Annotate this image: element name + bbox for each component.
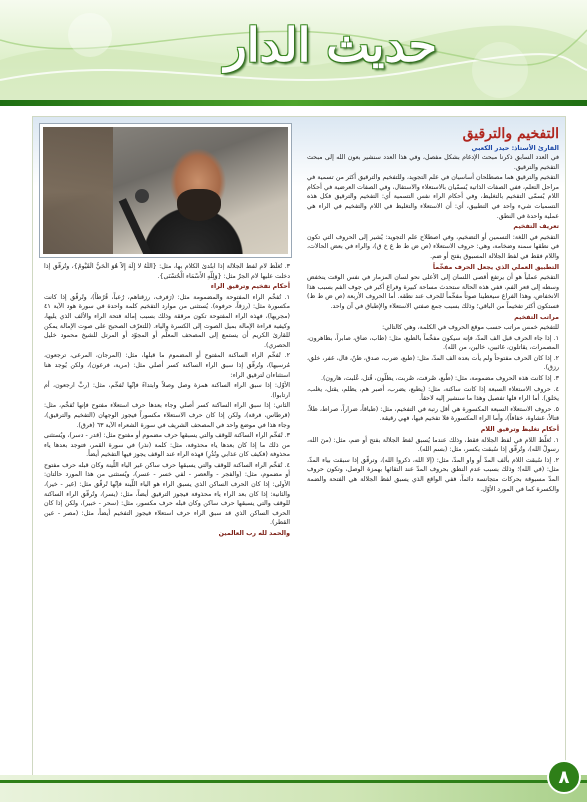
subheading: أحكام تغليظ وترقيق اللام xyxy=(480,426,559,434)
right-column xyxy=(307,126,559,766)
list-item: ٣. إذا كانت هذه الحروف مضمومة، مثل: (طُبع، صُرفت، صُربت، يظلّون، قُتل، غُلبت، هارون). xyxy=(320,375,559,383)
list-item: ٤. تُفخّم الراء الساكنة للوقف والتي يسبقها حرف ساكن غير الياء اللّينة وكان قبله حرف مفتوح أو مضموم، مثل: (والفجر - والعصر - لفي خسر - عسر)، ويُستثنى من هذا المورد حالتان: الأولى: إذا كان الحرف الساكن الذي يسبق الراء هو الياء اللّينة فإنّها تُرقّق مثل: (غير - خير)، والثانية: إذا كان بعد الراء ياء محذوفة فيجوز الترقيق أيضاً، مثل: (يسر)، وتُرقّق الراء الساكنة للوقف والتي يسبقها حرف ساكن وكان قبله حرف مكسور، مثل: (سحر - خبير)، ولكن إذا كان الحرف الساكن الذي قد سبق الراء حرف استعلاء فيجوز التفخيم أيضاً، مثل: (مصر - عين القطر). xyxy=(44,461,290,527)
author-photo xyxy=(40,124,291,257)
paragraph: للتفخيم خمس مراتب حسب موقع الحروف في الكلمة، وهي كالتالي: xyxy=(382,324,559,332)
header-divider xyxy=(0,100,587,106)
list-item: ٤. حروف الاستعلاء السبعة إذا كانت ساكنة، مثل: (يطبع، يضرب، أصبر هم، يظلم، يقتل، يغلب، يخلق). أما الراء فلها تفصيل وهذا ما سنشير إليه لاحقاً. xyxy=(307,385,559,403)
list-item: ١. إذا جاء الحرف قبل الف المدّ، فإنه سيكون مفخّماً بالطبع، مثل: (طاب، ضاق، صابراً، بظاهرون، المصمرات، يقاتلون، غائبين، خالين، من الله). xyxy=(307,334,559,352)
subheading: مراتب التفخيم xyxy=(514,313,559,321)
page-number: ٨ xyxy=(547,760,581,794)
subheading: تعريف التفخيم xyxy=(513,223,559,231)
list-item: ٢. تُفخّم الراء الساكنة المفتوح أو المضموم ما قبلها، مثل: (المرجان، المرعى، ترجعون، مُرسيها)، وتُرقّق إذا سبق الراء الساكنة كسر أصلي مثل: (مرية، فرعون)، ولكن يُوجد هنا استثناءان لترقيق الراء: xyxy=(44,352,290,379)
paragraph: الأوّل: إذا سبق الراء الساكنة همزة وصل وصلاً وابتداءً فإنّها تُفخّم، مثل: (ربِّ ارجعون، أم ارتابوا). xyxy=(44,382,290,399)
subheading: أحكام تفخيم وترقيق الراء xyxy=(210,283,290,291)
header-banner xyxy=(0,0,587,105)
list-item: ٣. تُفخّم الراء الساكنة للوقف والتي يسبقها حرف مضموم أو مفتوح مثل: (قدر - دسر)، ويُستثنى من ذلك ما إذا كان بعدها ياء محذوفة، مثل: كلمة (نذر) في سورة القمر، فتوجد بعدها ياء محذوفة (فكيف كان عذابي ونُذُرِ) فهذه الراء عند الوقف يجوز فيها التفخيم أيضاً. xyxy=(44,432,290,459)
speaker-beard xyxy=(177,189,221,221)
list-item: ١. تُفخّم الراء المفتوحة والمضمومة مثل: (رَفرف، رزقناهم، رُعباً، قُرُطاً)، وتُرقّق إذا كانت مكسورة مثل: (رزقاً، حرفوه). يُستثنى من موارد التفخيم كلمة واحدة في سورة هود الآية ٤١ (مجريها)، فهذه الراء المفتوحة تكون مرققة وذلك بسبب إمالة فتحة الراء والألف الذي يليها، وكيفية قراءة الإمالة بميل الصوت إلى الكسرة والياء. (للتعرّف الصحيح على صوت الإمالة يمكن للقارئ الكريم أن يستمع إلى المصحف المعلّم أو المجوّد أو المرتل للشيخ محمود خليل الحصري). xyxy=(44,293,290,349)
microphone-icon xyxy=(135,189,149,203)
subheading: التطبيق العملي الذي يجعل الحرف مفخّماً xyxy=(432,263,559,271)
microphone-stand-icon xyxy=(119,198,152,256)
paragraph: الثاني: إذا سبق الراء الساكنة كسر أصلي وجاء بعدها حرف استعلاء مفتوح فإنها تُفخّم، مثل: (قرطاس، فرقة)، ولكن إذا كان حرف الاستعلاء مكسوراً فيجوز الوجهان (التفخيم والترقيق)، وجاء هذا في موضع واحد في المصحف الشريف في سورة الشعراء الآية ٦٣ (فرق). xyxy=(44,402,290,429)
footer-line xyxy=(0,780,587,783)
list-item: ٣. تُغلّظ لام لفظ الجلالة إذا ابتُدئ الكلام بها، مثل: {اللّهُ لا إِلَهَ إِلاَّ هُوَ الْحَيُّ الْقَيُّومُ}، وتُرقّق إذا دخلت عليها لام الجرّ مثل: {وَلِلّهِ الأَسْمَاء الْحُسْنَى}. xyxy=(44,263,290,280)
left-column xyxy=(44,262,290,762)
background-shelf xyxy=(43,127,113,257)
paragraph: التفخيم عملياً هو أن يرتفع أقصى اللسان إلى الأعلى نحو لسان المزمار في نفس الوقت ينخفض وسطه إلى قعر الفم، ففي هذه الحالة ستحدث مساحة كبيرة وفراغ أكبر في جوف الفم بسبب هذا الانخفاض، وهذا الفراغ سيعطينا صوتاً مفخّماً للحرف عند نطقه. أما الحروف الأربعة (ص ض ط ظ) فستكون أكثر تفخيماً من الباقي؛ وذلك بسبب جمع صفتي الاستعلاء والإطباق في آن واحد. xyxy=(307,274,559,310)
article-title: التفخيم والترقيق xyxy=(462,126,559,142)
paragraph: في العدد السابق ذكرنا مبحث الإدغام بشكل مفصل، وفي هذا العدد سنشير بعون الله إلى مبحث التفخيم والترقيق. xyxy=(307,154,559,171)
paragraph: التفخيم والترقيق هما مصطلحان أساسيان في علم التجويد، وللتفخيم والترقيق أكثر من تسمية في مراحل التعلم، ففي الصفات الذاتية يُسمّيان بالاستعلاء والاستفال، وفي الصفات العرضية في أحكام اللام يُسمّى التفخيم بالتغليظ، وفي أحكام الراء نفس التسمية أي: التفخيم والترقيق فكل هذه التسميات شيء واحد في التطبيق، أي: أن الاستعلاء والتغليظ في اللام والتفخيم في الراء هي عملية واحدة في النطق. xyxy=(307,174,559,220)
paragraph: التفخيم في اللغة: التسمين أو التضخيم، وفي اصطلاح علم التجويد: يُشير إلى الحروف التي تكون في نطقها سمنة وضخامة، وهي: حروف الاستعلاء (ص ض ط ظ غ خ ق)، والراء في بعض الحالات، واللام فقط في لفظ الجلالة المسبوق بفتح أو ضم. xyxy=(307,233,559,260)
list-item: ١. تُغلّظ اللام في لفظ الجلالة فقط، وذلك عندما يُسبق لفظ الجلالة بفتح أو ضم، مثل: (منَ الله، رسولُ الله)، وتُرقّق إذا سُبقت بكسر، مثل: (بسم الله). xyxy=(307,436,559,454)
list-item: ٢. إذا سُبقت اللام بألف المدّ أو واو المدّ، مثل: (إلا الله، ذكروا الله)، وترقّق إذا سبقت بياء المدّ، مثل: (في الله)؛ وذلك بسبب عدم النطق بحروف المدّ عند التقائها بهمزة الوصل، وتكون حروف المدّ مسبوقة بحركات متجانسة دائماً، ففي الواقع الذي يسبق لفظ الجلالة هي الفتحة والضمة والكسرة كما في المورد الأوّل. xyxy=(307,456,559,493)
list-item: ٥. حروف الاستعلاء السبعة المكسورة هي أقل رتبة في التفخيم، مثل: (طباقاً، ضراراً، صراط، ظلاً، قتالاً، غشاوة، خفافاً)، وأما الراء المكسورة فلا تفخيم فيها، فهي رقيقة. xyxy=(307,405,559,423)
closing-line: والحمد لله رب العالمين xyxy=(218,530,290,538)
section-title: حديث الدار xyxy=(224,18,437,72)
list-item: ٢. إذا كان الحرف مفتوحاً ولم يأت بعده الف المدّ، مثل: (طبع، ضرب، صدق، ظنّ، قال، غفر، خلق، رزق). xyxy=(307,354,559,372)
article-author: القارئ الأستاذ: حيدر الكعبي xyxy=(471,144,559,152)
